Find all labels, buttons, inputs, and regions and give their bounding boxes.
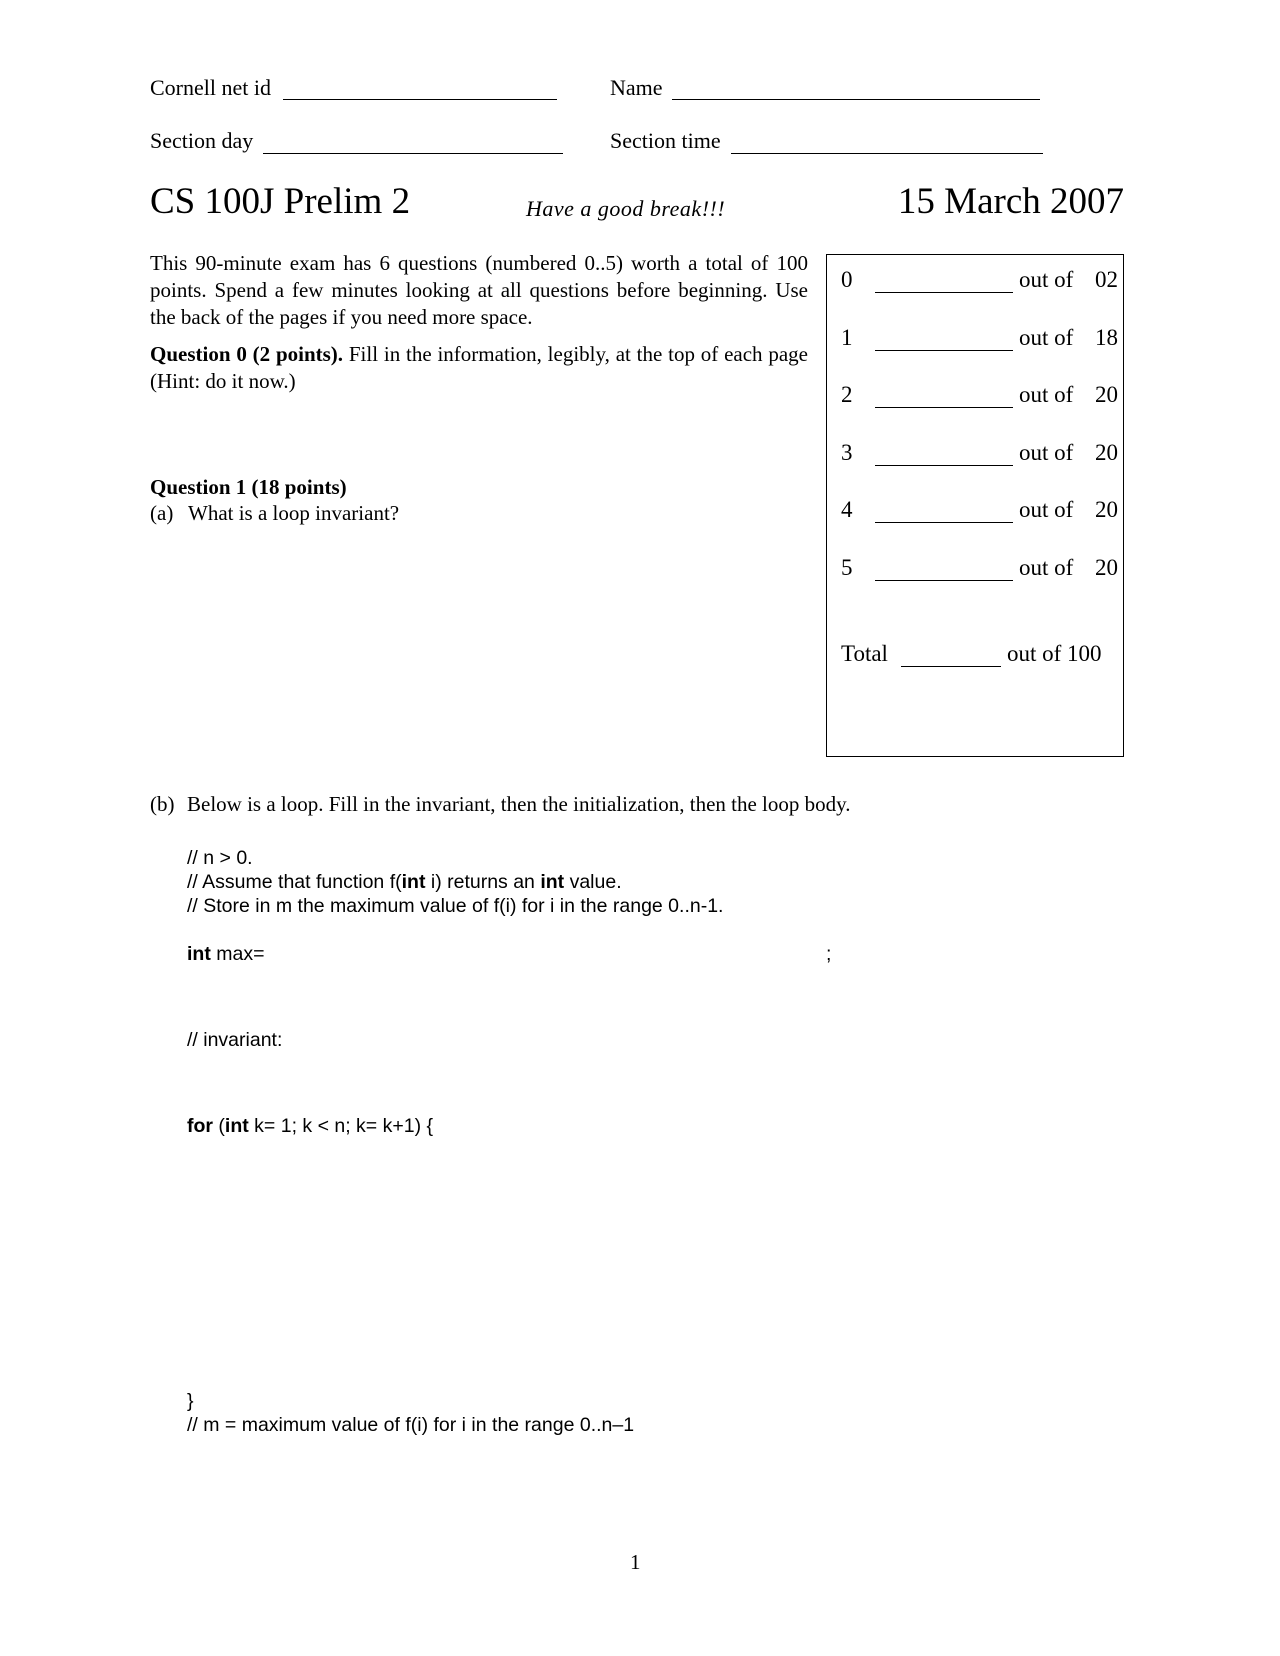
score-blank[interactable] — [875, 580, 1013, 581]
code-text: value. — [564, 871, 622, 893]
score-row-3 — [841, 439, 1118, 469]
score-max: 20 — [1095, 497, 1118, 522]
score-total-label: Total — [841, 641, 888, 666]
code-keyword-int: int — [401, 871, 426, 893]
score-row-2 — [841, 381, 1118, 411]
question0-heading: Question 0 (2 points). — [150, 342, 344, 366]
score-max: 20 — [1095, 555, 1118, 580]
part-b-label: (b) — [150, 792, 175, 816]
score-out-of-label: out of — [1019, 267, 1074, 292]
score-row-0 — [841, 266, 1118, 296]
score-question-number: 0 — [841, 267, 853, 292]
code-text: max= — [210, 943, 265, 965]
code-init-semicolon: ; — [826, 943, 832, 965]
score-row-1 — [841, 324, 1118, 354]
course-title: CS 100J Prelim 2 — [150, 181, 411, 222]
part-a-text: What is a loop invariant? — [188, 501, 400, 525]
section-time-label: Section time — [610, 128, 721, 153]
section-time-blank[interactable] — [731, 153, 1043, 154]
question0-text: Fill in the information, legibly, at the top of each page (Hint: do it now.) — [150, 342, 808, 393]
code-for-line — [187, 1114, 433, 1138]
score-out-of-label: out of — [1019, 325, 1074, 350]
code-store-line: // Store in m the maximum value of f(i) for i in the range 0..n-1. — [187, 895, 724, 917]
code-keyword-for: for — [187, 1115, 213, 1137]
code-keyword-int: int — [540, 871, 565, 893]
score-blank[interactable] — [875, 522, 1013, 523]
score-out-of-label: out of — [1019, 497, 1074, 522]
question1-part-b — [150, 791, 851, 818]
name-blank[interactable] — [672, 99, 1040, 100]
code-keyword-int: int — [224, 1115, 249, 1137]
part-b-text: Below is a loop. Fill in the invariant, then the initialization, then the loop body. — [187, 792, 851, 816]
score-question-number: 4 — [841, 497, 853, 522]
score-out-of-label: out of — [1019, 555, 1074, 580]
question1-heading-block — [150, 474, 808, 501]
code-close-brace: } — [187, 1390, 194, 1412]
code-text: ( — [213, 1115, 225, 1137]
score-max: 20 — [1095, 440, 1118, 465]
question0-block — [150, 341, 808, 395]
score-question-number: 3 — [841, 440, 853, 465]
score-max: 20 — [1095, 382, 1118, 407]
section-day-blank[interactable] — [263, 153, 563, 154]
netid-label: Cornell net id — [150, 75, 271, 100]
part-a-label: (a) — [150, 501, 174, 525]
code-invariant-line: // invariant: — [187, 1029, 283, 1051]
score-question-number: 1 — [841, 325, 853, 350]
score-blank[interactable] — [875, 292, 1013, 293]
section-day-label: Section day — [150, 128, 254, 153]
score-box — [826, 254, 1124, 757]
question1-part-a — [150, 500, 400, 527]
score-blank[interactable] — [875, 350, 1013, 351]
score-out-of-label: out of — [1019, 440, 1074, 465]
code-postcondition: // m = maximum value of f(i) for i in the range 0..n–1 — [187, 1414, 635, 1436]
score-question-number: 2 — [841, 382, 853, 407]
score-total-out-of: out of 100 — [1007, 641, 1102, 666]
code-text: i) returns an — [425, 871, 541, 893]
code-text: // Assume that function f( — [187, 871, 402, 893]
score-blank[interactable] — [875, 407, 1013, 408]
code-init-line — [187, 942, 264, 966]
score-row-4 — [841, 496, 1118, 526]
exam-date: 15 March 2007 — [897, 181, 1124, 222]
code-text: k= 1; k < n; k= k+1) { — [248, 1115, 434, 1137]
score-max: 02 — [1095, 267, 1118, 292]
subtitle: Have a good break!!! — [526, 196, 726, 221]
intro-paragraph: This 90-minute exam has 6 questions (numbered 0..5) worth a total of 100 points. Spend a few minutes looking at all questions before beginning. Use the back of the pages if you need more space. — [150, 251, 808, 329]
page-number: 1 — [630, 1550, 641, 1574]
score-row-total — [841, 640, 1111, 670]
score-question-number: 5 — [841, 555, 853, 580]
score-total-blank[interactable] — [901, 666, 1001, 667]
code-keyword-int: int — [187, 943, 211, 965]
question1-heading: Question 1 (18 points) — [150, 475, 347, 499]
code-assume-line — [187, 870, 622, 894]
score-out-of-label: out of — [1019, 382, 1074, 407]
score-row-5 — [841, 554, 1118, 584]
code-precondition: // n > 0. — [187, 847, 253, 869]
score-max: 18 — [1095, 325, 1118, 350]
score-blank[interactable] — [875, 465, 1013, 466]
netid-blank[interactable] — [283, 99, 557, 100]
name-label: Name — [610, 75, 663, 100]
